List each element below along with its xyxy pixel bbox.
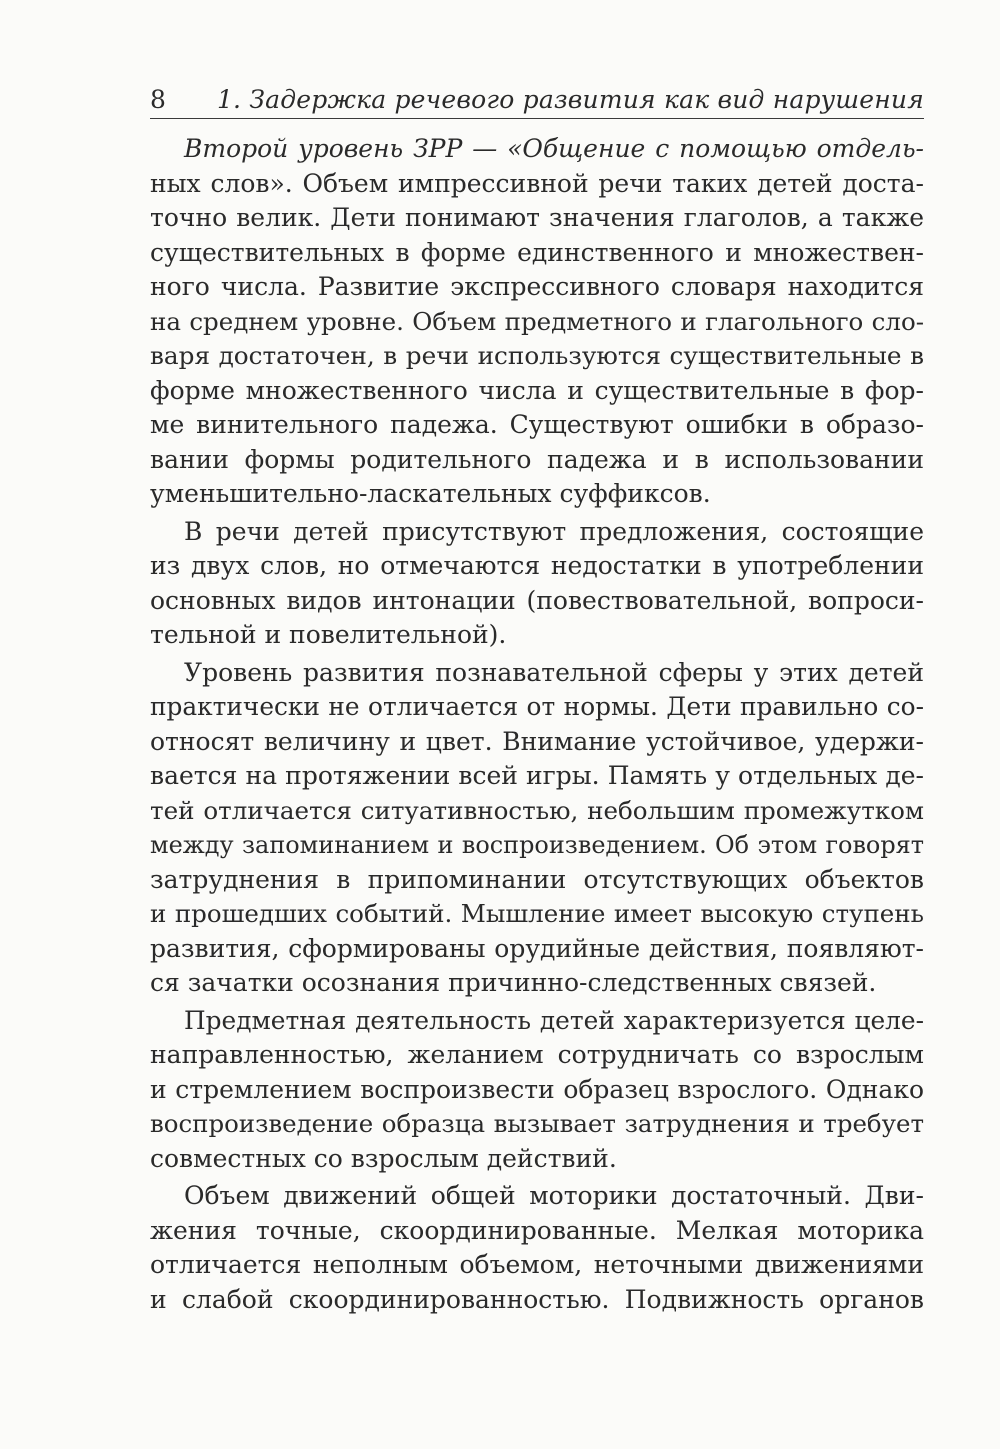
paragraph-2 — [150, 515, 924, 653]
paragraph-line: ся зачатки осознания причинно-следственных связей. — [150, 968, 877, 997]
paragraph-line: форме множественного числа и существительные в фор- — [150, 375, 924, 405]
paragraph-line: относят величину и цвет. Внимание устойчивое, удержи- — [150, 726, 924, 756]
paragraph-line: отличается неполным объемом, неточными движениями — [150, 1250, 924, 1279]
paragraph-line: ме винительного падежа. Существуют ошибки в образо- — [150, 410, 924, 439]
paragraph-line: Уровень развития познавательной сферы у этих детей — [184, 657, 924, 687]
paragraph-line: Предметная деятельность детей характеризуется целе- — [184, 1005, 924, 1035]
paragraph-line: существительных в форме единственного и множествен- — [150, 237, 924, 267]
paragraph-line: Объем движений общей моторики достаточный. Дви- — [184, 1181, 924, 1210]
paragraph-line: точно велик. Дети понимают значения глаголов, а также — [150, 203, 924, 232]
paragraph-line: развития, сформированы орудийные действия, появляют- — [150, 933, 924, 963]
paragraph-line: и слабой скоординированностью. Подвижность органов — [150, 1284, 924, 1314]
paragraph-line: вается на протяжении всей игры. Память у отдельных де- — [150, 761, 924, 790]
paragraph-line: затруднения в припоминании отсутствующих объектов — [150, 864, 924, 894]
paragraph-line: практически не отличается от нормы. Дети правильно со- — [150, 692, 924, 721]
paragraph-line: В речи детей присутствуют предложения, состоящие — [184, 516, 924, 546]
paragraph-line: между запоминанием и воспроизведением. Об этом говорят — [150, 831, 924, 859]
paragraph-line: из двух слов, но отмечаются недостатки в употреблении — [150, 551, 924, 580]
paragraph-line: воспроизведение образца вызывает затруднения и требует — [150, 1109, 924, 1138]
paragraph-line: направленностью, желанием сотрудничать со взрослым — [150, 1040, 924, 1069]
paragraph-line: ного числа. Развитие экспрессивного словаря находится — [150, 272, 924, 301]
running-header — [150, 82, 924, 119]
body-text — [150, 132, 924, 1320]
paragraph-line: тельной и повелительной). — [150, 620, 507, 649]
paragraph-line: совместных со взрослым действий. — [150, 1143, 617, 1173]
chapter-title: 1. Задержка речевого развития как вид нарушения — [216, 85, 924, 114]
paragraph-line: на среднем уровне. Объем предметного и глагольного сло- — [150, 306, 924, 336]
paragraph-line: тей отличается ситуативностью, небольшим промежутком — [150, 795, 924, 825]
paragraph-3 — [150, 656, 924, 1001]
paragraph-line: уменьшительно-ласкательных суффиксов. — [150, 479, 711, 508]
paragraph-line: варя достаточен, в речи используются существительные в — [150, 341, 924, 370]
paragraph-line: жения точные, скоординированные. Мелкая моторика — [150, 1215, 924, 1245]
paragraph-1 — [150, 132, 924, 512]
paragraph-5 — [150, 1179, 924, 1317]
paragraph-line: вании формы родительного падежа и в использовании — [150, 444, 924, 474]
paragraph-line: основных видов интонации (повествовательной, вопроси- — [150, 585, 924, 615]
paragraph-line-italic: Второй уровень ЗРР — «Общение с помощью отдель- — [184, 134, 924, 163]
paragraph-line: и стремлением воспроизвести образец взрослого. Однако — [150, 1074, 924, 1104]
paragraph-line: и прошедших событий. Мышление имеет высокую ступень — [150, 899, 924, 928]
paragraph-line: ных слов». Объем импрессивной речи таких детей доста- — [150, 168, 924, 198]
paragraph-4 — [150, 1004, 924, 1177]
page-number: 8 — [150, 85, 166, 114]
